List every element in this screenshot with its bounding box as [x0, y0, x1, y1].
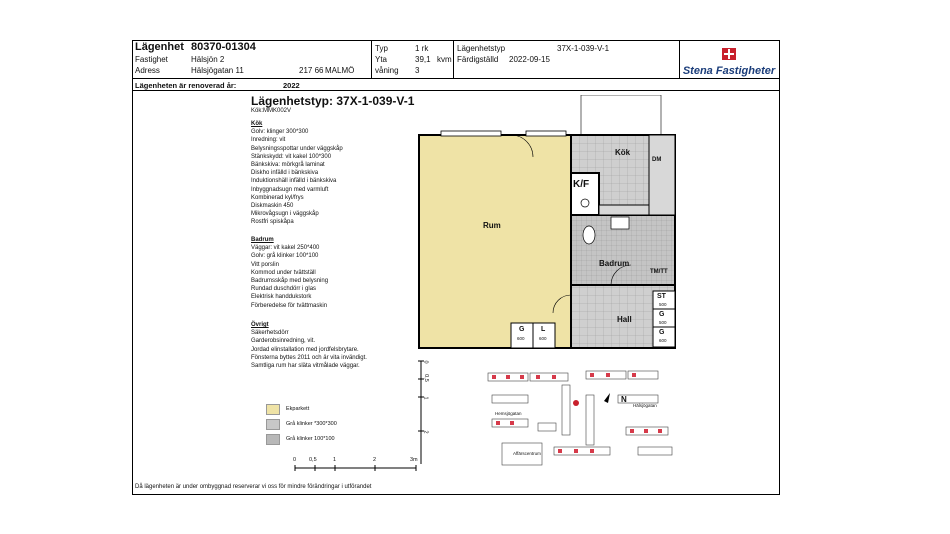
lagenhetstyp-label: Lägenhetstyp [457, 44, 506, 53]
scale-tick: 2 [373, 457, 377, 463]
header-divider [371, 41, 372, 78]
toilet-icon [583, 226, 595, 244]
typ-label: Typ [375, 44, 388, 53]
center-label: Affärscentrum [513, 451, 541, 456]
spec-line: Mikrovågsugn i väggskåp [251, 211, 319, 218]
drain-icon [581, 199, 589, 207]
window [441, 131, 501, 136]
spec-line: Väggar: vit kakel 250*400 [251, 245, 320, 252]
logo-text: Stena Fastigheter [682, 65, 776, 77]
spec-kok [251, 120, 343, 227]
spec-ovrigt [251, 321, 367, 370]
spec-line: Elektrisk handdukstork [251, 294, 312, 301]
label-tmtt: TM/TT [650, 269, 668, 275]
sink-icon [611, 217, 629, 229]
footer-note: Då lägenheten är under ombyggnad reserverar vi oss för mindre förändringar i utförandet [135, 484, 372, 490]
window [526, 131, 566, 136]
spec-line: Säkerhetsdörr [251, 330, 289, 337]
renovated-label: Lägenheten är renoverad år: [135, 81, 237, 90]
scale-tick: 1 [333, 457, 337, 463]
legend-label: Ekparkett [286, 406, 310, 412]
site-plan [478, 361, 688, 481]
lagenhet-value: 80370-01304 [191, 41, 256, 53]
vscale-tick: 0 [422, 360, 429, 364]
kitchen-counter-bottom [599, 205, 649, 215]
kitchen-counter [649, 135, 675, 215]
adress-label: Adress [135, 66, 160, 75]
scale-tick: 3m [410, 457, 418, 463]
lagenhetstyp-value: 37X-1-039-V-1 [557, 44, 610, 53]
header-divider [453, 41, 454, 78]
legend-swatch-klinker300 [266, 419, 280, 430]
spec-line: Induktionshäll infälld i bänkskiva [251, 178, 337, 185]
vscale-tick: 0,5 [422, 374, 429, 382]
wardrobe-l-label: L [541, 326, 546, 333]
north-label: N [621, 395, 627, 404]
plan-title: Lägenhetstyp: 37X-1-039-V-1 [251, 94, 415, 108]
adress-value: Hälsjögatan 11 [191, 66, 244, 75]
vscale-tick: 1 [422, 396, 429, 400]
vaning-label: våning [375, 66, 399, 75]
legend-swatch-parkett [266, 404, 280, 415]
wardrobe-g2-sub: 600 [659, 338, 667, 343]
yta-unit: kvm [437, 55, 452, 64]
wardrobe-g1-sub: 500 [659, 320, 667, 325]
spec-line: Diskho infälld i bänkskiva [251, 170, 319, 177]
label-dm: DM [652, 157, 662, 163]
header-divider [679, 41, 680, 78]
room-label-kok: Kök [615, 148, 631, 157]
spec-line: Golv: klinger 300*300 [251, 129, 309, 136]
renovated-year: 2022 [283, 81, 300, 90]
wardrobe-l-sub: 600 [539, 336, 547, 341]
vaning-value: 3 [415, 66, 420, 75]
spec-line: Inredning: vit [251, 137, 286, 144]
spec-heading: Kök [251, 121, 263, 127]
lagenhet-label: Lägenhet [135, 41, 184, 53]
room-label-rum: Rum [483, 221, 501, 230]
spec-line: Belysningsspottar under väggskåp [251, 145, 343, 152]
wardrobe-g-sub: 600 [517, 336, 525, 341]
fardigstalld-value: 2022-09-15 [509, 55, 550, 64]
ort: MALMÖ [325, 66, 355, 75]
wardrobe-st-sub: 500 [659, 302, 667, 307]
balcony-outline [581, 95, 661, 135]
fastighet-value: Hälsjön 2 [191, 55, 225, 64]
divider [133, 90, 779, 91]
spec-line: Vitt porslin [251, 261, 279, 268]
wardrobe-g-label: G [519, 326, 525, 333]
street-label: Hälsjögatan [633, 403, 657, 408]
spec-line: Kommod under tvättställ [251, 269, 316, 276]
spec-line: Fönsterna byttes 2011 och är vita invändigt. [251, 354, 367, 361]
spec-heading: Övrigt [251, 322, 269, 328]
typ-value: 1 rk [415, 44, 429, 53]
spec-line: Jordad elinstallation med jordfelsbrytare. [251, 346, 359, 353]
wardrobe-g1-label: G [659, 311, 665, 318]
floor-plan [411, 95, 681, 351]
spec-badrum [251, 236, 328, 310]
spec-line: Golv: grå klinker 100*100 [251, 253, 319, 260]
fastighet-label: Fastighet [135, 55, 168, 64]
room-label-hall: Hall [617, 315, 632, 324]
legend-label: Grå klinker 100*100 [286, 436, 335, 442]
logo-flag-icon [722, 48, 736, 60]
spec-line: Garderobsinredning, vit. [251, 338, 316, 345]
legend-swatch-klinker100 [266, 434, 280, 445]
spec-line: Rundad duschdörr i glas [251, 286, 317, 293]
scale-tick: 0,5 [309, 457, 317, 463]
room-label-badrum: Badrum [599, 259, 630, 268]
postnr: 217 66 [299, 66, 324, 75]
yta-value: 39,1 [415, 55, 431, 64]
spec-line: Samtliga rum har släta vitmålade väggar. [251, 363, 360, 370]
apartment-marker [573, 400, 579, 406]
street-label: Hemsjögatan [495, 411, 522, 416]
header-table [133, 41, 779, 79]
yta-label: Yta [375, 55, 388, 64]
plan-subtitle: Kök:MMK002V [251, 108, 292, 114]
legend-label: Grå klinker *300*300 [286, 421, 337, 427]
spec-line: Rostfri spiskåpa [251, 219, 294, 226]
room-rum-floor [419, 135, 571, 348]
spec-line: Bänkskiva: mörkgrå laminat [251, 162, 325, 169]
room-label-kf: K/F [573, 179, 590, 190]
scale-tick: 0 [293, 457, 297, 463]
fardigstalld-label: Färdigställd [457, 55, 499, 64]
floorplan-sheet [132, 40, 780, 495]
wardrobe-g2-label: G [659, 329, 665, 336]
vscale-tick: 2 [422, 430, 429, 434]
spec-line: Inbyggnadsugn med varmluft [251, 186, 329, 193]
spec-heading: Badrum [251, 237, 274, 243]
wardrobe-st-label: ST [657, 293, 666, 300]
stena-logo [681, 47, 777, 75]
spec-line: Diskmaskin 450 [251, 203, 294, 210]
spec-line: Stänkskydd: vit kakel 100*300 [251, 153, 332, 160]
spec-line: Badrumsskåp med belysning [251, 278, 329, 285]
spec-line: Förberedelse för tvättmaskin [251, 302, 328, 309]
spec-line: Kombinerad kyl/frys [251, 194, 304, 201]
